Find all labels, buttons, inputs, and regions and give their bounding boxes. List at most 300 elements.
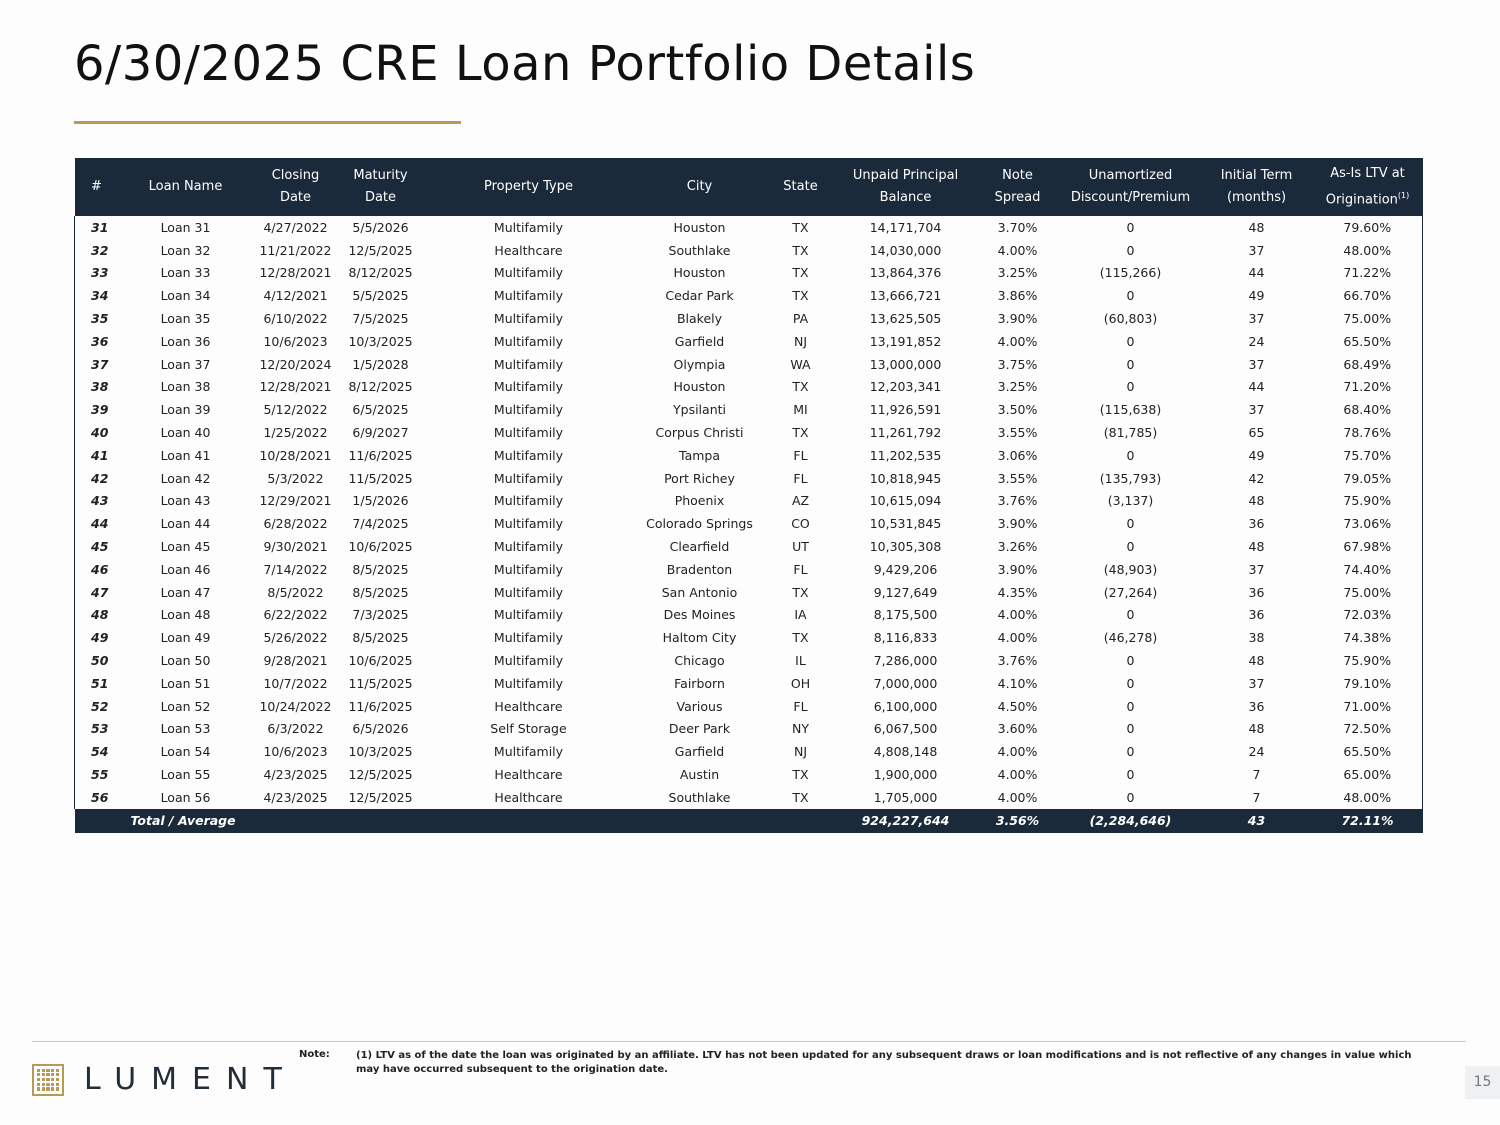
cell-upb: 10,531,845 [869,516,942,532]
cell-initial-term: 44 [1248,379,1265,395]
cell-initial-term: 42 [1248,470,1265,486]
cell-note-spread: 3.06% [997,447,1038,463]
cell-city: Austin [679,767,720,783]
cell-property-type: Multifamily [493,447,564,463]
table-row [75,604,1423,627]
table-row [75,512,1423,535]
table-row [75,695,1423,718]
cell-note-spread: 3.86% [997,288,1038,304]
cell-num: 54 [91,744,109,760]
cell-initial-term: 37 [1248,311,1265,327]
cell-initial-term: 37 [1248,402,1265,418]
cell-upb: 14,030,000 [869,242,942,258]
cell-maturity-date: 5/5/2026 [352,219,409,235]
cell-property-type: Multifamily [493,219,564,235]
cell-loan-name: Loan 37 [160,356,211,372]
cell-closing-date: 12/29/2021 [259,493,332,509]
cell-num: 31 [91,219,109,235]
cell-closing-date: 11/21/2022 [259,242,332,258]
cell-note-spread: 4.00% [997,607,1038,623]
page-title: 6/30/2025 CRE Loan Portfolio Details [74,36,976,92]
table-row [75,763,1423,786]
cell-upb: 10,615,094 [869,493,942,509]
cell-initial-term: 49 [1248,447,1265,463]
cell-upb: 10,818,945 [869,470,942,486]
cell-initial-term: 24 [1248,333,1265,349]
cell-city: Various [676,698,723,714]
cell-initial-term: 7 [1252,789,1261,805]
cell-property-type: Healthcare [494,242,563,258]
cell-note-spread: 3.76% [997,493,1038,509]
cell-maturity-date: 1/5/2028 [352,356,409,372]
cell-note-spread: 3.50% [997,402,1038,418]
page-number: 15 [1465,1066,1500,1099]
table-row [75,398,1423,421]
cell-upb: 8,116,833 [873,630,938,646]
cell-upb: 4,808,148 [873,744,938,760]
cell-loan-name: Loan 34 [160,288,211,304]
cell-discount-premium: 0 [1126,653,1135,669]
cell-discount-premium: 0 [1126,721,1135,737]
cell-property-type: Multifamily [493,425,564,441]
cell-closing-date: 6/3/2022 [267,721,324,737]
cell-closing-date: 12/28/2021 [259,379,332,395]
table-header-row [75,158,1423,216]
col-header-ltv: As-Is LTV at Origination$^{(1)}$ [1313,158,1423,216]
cell-upb: 9,429,206 [873,561,938,577]
cell-ltv: 67.98% [1343,539,1392,555]
cell-maturity-date: 10/3/2025 [348,333,413,349]
cell-city: Port Richey [664,470,735,486]
cell-upb: 7,286,000 [873,653,938,669]
cell-city: Cedar Park [665,288,734,304]
table-row [75,353,1423,376]
cell-num: 55 [91,767,109,783]
cell-maturity-date: 6/9/2027 [352,425,409,441]
cell-note-spread: 3.90% [997,516,1038,532]
cell-state: MI [793,402,808,418]
cell-note-spread: 3.55% [997,470,1038,486]
cell-num: 35 [91,311,109,327]
table-row [75,239,1423,262]
cell-ltv: 72.50% [1343,721,1392,737]
cell-discount-premium: (3,137) [1107,493,1154,509]
cell-initial-term: 37 [1248,675,1265,691]
cell-note-spread: 4.00% [997,242,1038,258]
cell-initial-term: 36 [1248,584,1265,600]
cell-num: 47 [91,584,109,600]
cell-loan-name: Loan 44 [160,516,211,532]
cell-upb: 13,864,376 [869,265,942,281]
cell-ltv: 71.22% [1343,265,1392,281]
cell-note-spread: 3.25% [997,379,1038,395]
cell-num: 34 [91,288,109,304]
total-term: 43 [1201,809,1313,833]
cell-ltv: 75.70% [1343,447,1392,463]
cell-initial-term: 37 [1248,242,1265,258]
cell-num: 39 [91,402,109,418]
cell-maturity-date: 10/6/2025 [348,653,413,669]
cell-num: 37 [91,356,109,372]
table-row [75,444,1423,467]
cell-initial-term: 24 [1248,744,1265,760]
total-spread: 3.56% [975,809,1061,833]
cell-closing-date: 10/7/2022 [263,675,328,691]
cell-discount-premium: (115,638) [1099,402,1162,418]
total-row [75,809,1423,833]
cell-state: CO [791,516,810,532]
cell-note-spread: 3.25% [997,265,1038,281]
cell-upb: 6,100,000 [873,698,938,714]
cell-city: Olympia [673,356,726,372]
cell-note-spread: 4.10% [997,675,1038,691]
cell-initial-term: 37 [1248,356,1265,372]
cell-note-spread: 3.75% [997,356,1038,372]
table-row [75,490,1423,513]
cell-discount-premium: (48,903) [1103,561,1158,577]
cell-closing-date: 9/30/2021 [263,539,328,555]
cell-discount-premium: (60,803) [1103,311,1158,327]
cell-discount-premium: 0 [1126,698,1135,714]
cell-loan-name: Loan 35 [160,311,211,327]
cell-initial-term: 48 [1248,539,1265,555]
cell-maturity-date: 5/5/2025 [352,288,409,304]
cell-city: Southlake [668,789,731,805]
cell-state: IA [794,607,807,623]
cell-loan-name: Loan 42 [160,470,211,486]
cell-state: TX [792,767,809,783]
cell-ltv: 79.10% [1343,675,1392,691]
cell-discount-premium: 0 [1126,767,1135,783]
cell-closing-date: 6/28/2022 [263,516,328,532]
cell-discount-premium: 0 [1126,607,1135,623]
cell-city: Southlake [668,242,731,258]
cell-property-type: Multifamily [493,744,564,760]
cell-discount-premium: 0 [1126,675,1135,691]
footnote-marker: (1) [1397,190,1410,200]
cell-ltv: 75.00% [1343,311,1392,327]
company-logo [32,1062,297,1097]
cell-ltv: 74.38% [1343,630,1392,646]
cell-city: Ypsilanti [673,402,726,418]
cell-initial-term: 49 [1248,288,1265,304]
cell-discount-premium: 0 [1126,356,1135,372]
cell-property-type: Multifamily [493,470,564,486]
cell-upb: 13,666,721 [869,288,942,304]
cell-closing-date: 8/5/2022 [267,584,324,600]
cell-city: Houston [673,265,726,281]
cell-num: 46 [91,561,109,577]
cell-city: Haltom City [662,630,737,646]
cell-city: Blakely [676,311,723,327]
cell-upb: 1,705,000 [873,789,938,805]
cell-property-type: Multifamily [493,265,564,281]
cell-closing-date: 12/20/2024 [259,356,332,372]
cell-note-spread: 4.00% [997,333,1038,349]
cell-loan-name: Loan 54 [160,744,211,760]
cell-property-type: Multifamily [493,379,564,395]
cell-property-type: Healthcare [494,698,563,714]
cell-maturity-date: 12/5/2025 [348,242,413,258]
lument-logo-icon [32,1064,64,1096]
cell-loan-name: Loan 36 [160,333,211,349]
cell-loan-name: Loan 56 [160,789,211,805]
cell-note-spread: 3.90% [997,311,1038,327]
cell-closing-date: 5/12/2022 [263,402,328,418]
cell-property-type: Multifamily [493,675,564,691]
cell-maturity-date: 7/5/2025 [352,311,409,327]
cell-state: TX [792,379,809,395]
cell-property-type: Multifamily [493,539,564,555]
cell-discount-premium: 0 [1126,288,1135,304]
table-row [75,740,1423,763]
cell-num: 33 [91,265,109,281]
logo-wordmark: LUMENT [84,1062,297,1097]
cell-maturity-date: 8/5/2025 [352,584,409,600]
cell-closing-date: 4/12/2021 [263,288,328,304]
cell-num: 48 [91,607,109,623]
cell-city: Phoenix [674,493,725,509]
cell-city: Deer Park [668,721,731,737]
cell-upb: 8,175,500 [873,607,938,623]
cell-maturity-date: 12/5/2025 [348,789,413,805]
cell-city: Colorado Springs [646,516,753,532]
cell-property-type: Multifamily [493,630,564,646]
cell-ltv: 74.40% [1343,561,1392,577]
col-header-note-spread: Note Spread [975,158,1061,216]
cell-note-spread: 3.55% [997,425,1038,441]
cell-state: FL [793,447,808,463]
title-underline [74,121,461,124]
cell-num: 40 [91,425,109,441]
cell-ltv: 65.50% [1343,333,1392,349]
table-row [75,535,1423,558]
cell-city: Fairborn [674,675,725,691]
col-header-initial-term: Initial Term (months) [1201,158,1313,216]
table-row [75,307,1423,330]
table-row [75,672,1423,695]
cell-city: Clearfield [669,539,730,555]
cell-upb: 11,202,535 [869,447,942,463]
cell-initial-term: 36 [1248,516,1265,532]
total-label: Total / Average [75,809,837,833]
cell-maturity-date: 8/12/2025 [348,379,413,395]
cell-state: FL [793,470,808,486]
cell-ltv: 68.40% [1343,402,1392,418]
cell-closing-date: 10/6/2023 [263,333,328,349]
cell-state: TX [792,265,809,281]
cell-discount-premium: 0 [1126,219,1135,235]
cell-state: TX [792,789,809,805]
cell-loan-name: Loan 53 [160,721,211,737]
cell-ltv: 65.00% [1343,767,1392,783]
cell-maturity-date: 10/3/2025 [348,744,413,760]
table-row [75,786,1423,809]
cell-property-type: Multifamily [493,561,564,577]
cell-num: 32 [91,242,109,258]
cell-state: NJ [793,744,808,760]
col-header-maturity-date: Maturity Date [339,158,423,216]
cell-closing-date: 5/26/2022 [263,630,328,646]
cell-property-type: Multifamily [493,516,564,532]
cell-state: TX [792,219,809,235]
cell-loan-name: Loan 33 [160,265,211,281]
col-header-num: # [75,158,119,216]
cell-maturity-date: 7/3/2025 [352,607,409,623]
cell-city: Chicago [674,653,725,669]
cell-note-spread: 3.60% [997,721,1038,737]
table-row [75,718,1423,741]
cell-discount-premium: 0 [1126,744,1135,760]
table-row [75,376,1423,399]
cell-closing-date: 1/25/2022 [263,425,328,441]
cell-discount-premium: 0 [1126,379,1135,395]
footnote-text: (1) LTV as of the date the loan was originated by an affiliate. LTV has not been updated for any subsequent draws or loan modifications and is not reflective of any changes in value which may have occurred subsequent to the origination date. [356,1050,1412,1075]
cell-initial-term: 7 [1252,767,1261,783]
cell-note-spread: 3.76% [997,653,1038,669]
col-header-state: State [765,158,837,216]
cell-loan-name: Loan 48 [160,607,211,623]
cell-note-spread: 4.00% [997,789,1038,805]
cell-closing-date: 6/10/2022 [263,311,328,327]
cell-note-spread: 3.70% [997,219,1038,235]
cell-maturity-date: 8/5/2025 [352,630,409,646]
cell-state: TX [792,630,809,646]
cell-closing-date: 10/24/2022 [259,698,332,714]
total-upb: 924,227,644 [837,809,975,833]
cell-initial-term: 36 [1248,607,1265,623]
cell-state: IL [795,653,806,669]
cell-initial-term: 48 [1248,653,1265,669]
table-row [75,421,1423,444]
cell-num: 52 [91,698,109,714]
cell-loan-name: Loan 41 [160,447,211,463]
cell-maturity-date: 8/12/2025 [348,265,413,281]
cell-note-spread: 4.00% [997,630,1038,646]
cell-state: AZ [791,493,810,509]
cell-ltv: 65.50% [1343,744,1392,760]
cell-loan-name: Loan 51 [160,675,211,691]
cell-loan-name: Loan 39 [160,402,211,418]
cell-state: TX [792,425,809,441]
col-header-city: City [635,158,765,216]
cell-note-spread: 3.90% [997,561,1038,577]
col-header-property-type: Property Type [423,158,635,216]
cell-initial-term: 38 [1248,630,1265,646]
cell-city: Houston [673,379,726,395]
cell-upb: 14,171,704 [869,219,942,235]
cell-num: 50 [91,653,109,669]
cell-city: Houston [673,219,726,235]
cell-num: 42 [91,470,109,486]
cell-closing-date: 7/14/2022 [263,561,328,577]
cell-closing-date: 4/23/2025 [263,767,328,783]
cell-ltv: 71.20% [1343,379,1392,395]
cell-closing-date: 4/23/2025 [263,789,328,805]
cell-note-spread: 4.50% [997,698,1038,714]
cell-num: 51 [91,675,109,691]
cell-discount-premium: 0 [1126,333,1135,349]
cell-note-spread: 4.00% [997,767,1038,783]
col-header-discount-premium: Unamortized Discount/Premium [1061,158,1201,216]
table-row [75,626,1423,649]
cell-ltv: 79.05% [1343,470,1392,486]
table-row [75,558,1423,581]
cell-discount-premium: (81,785) [1103,425,1158,441]
cell-upb: 10,305,308 [869,539,942,555]
cell-ltv: 79.60% [1343,219,1392,235]
cell-loan-name: Loan 40 [160,425,211,441]
table-row [75,581,1423,604]
cell-upb: 13,000,000 [869,356,942,372]
cell-maturity-date: 11/6/2025 [348,447,413,463]
cell-ltv: 75.00% [1343,584,1392,600]
cell-city: Des Moines [663,607,736,623]
cell-num: 36 [91,333,109,349]
cell-ltv: 75.90% [1343,493,1392,509]
table-row [75,649,1423,672]
cell-loan-name: Loan 47 [160,584,211,600]
cell-initial-term: 48 [1248,493,1265,509]
cell-ltv: 66.70% [1343,288,1392,304]
cell-num: 45 [91,539,109,555]
cell-discount-premium: 0 [1126,242,1135,258]
cell-maturity-date: 8/5/2025 [352,561,409,577]
cell-loan-name: Loan 32 [160,242,211,258]
cell-note-spread: 4.00% [997,744,1038,760]
cell-num: 43 [91,493,109,509]
cell-city: Garfield [674,744,725,760]
cell-state: OH [790,675,811,691]
cell-num: 49 [91,630,109,646]
note-label: Note: [299,1049,330,1060]
cell-state: PA [792,311,809,327]
cell-loan-name: Loan 43 [160,493,211,509]
cell-discount-premium: 0 [1126,539,1135,555]
table-row [75,262,1423,285]
cell-initial-term: 44 [1248,265,1265,281]
cell-property-type: Self Storage [490,721,567,737]
cell-discount-premium: (115,266) [1099,265,1162,281]
cell-initial-term: 48 [1248,219,1265,235]
cell-num: 41 [91,447,109,463]
cell-property-type: Multifamily [493,493,564,509]
cell-discount-premium: (46,278) [1103,630,1158,646]
cell-city: Garfield [674,333,725,349]
cell-ltv: 75.90% [1343,653,1392,669]
cell-initial-term: 65 [1248,425,1265,441]
cell-upb: 7,000,000 [873,675,938,691]
cell-num: 53 [91,721,109,737]
cell-property-type: Multifamily [493,653,564,669]
cell-upb: 12,203,341 [869,379,942,395]
cell-maturity-date: 6/5/2025 [352,402,409,418]
cell-loan-name: Loan 38 [160,379,211,395]
cell-closing-date: 6/22/2022 [263,607,328,623]
cell-initial-term: 48 [1248,721,1265,737]
col-header-closing-date: Closing Date [253,158,339,216]
cell-property-type: Multifamily [493,311,564,327]
cell-state: UT [792,539,809,555]
cell-city: Corpus Christi [655,425,744,441]
cell-upb: 11,261,792 [869,425,942,441]
cell-city: Bradenton [666,561,733,577]
cell-city: San Antonio [661,584,738,600]
cell-discount-premium: (27,264) [1103,584,1158,600]
cell-upb: 13,191,852 [869,333,942,349]
cell-closing-date: 12/28/2021 [259,265,332,281]
cell-maturity-date: 12/5/2025 [348,767,413,783]
